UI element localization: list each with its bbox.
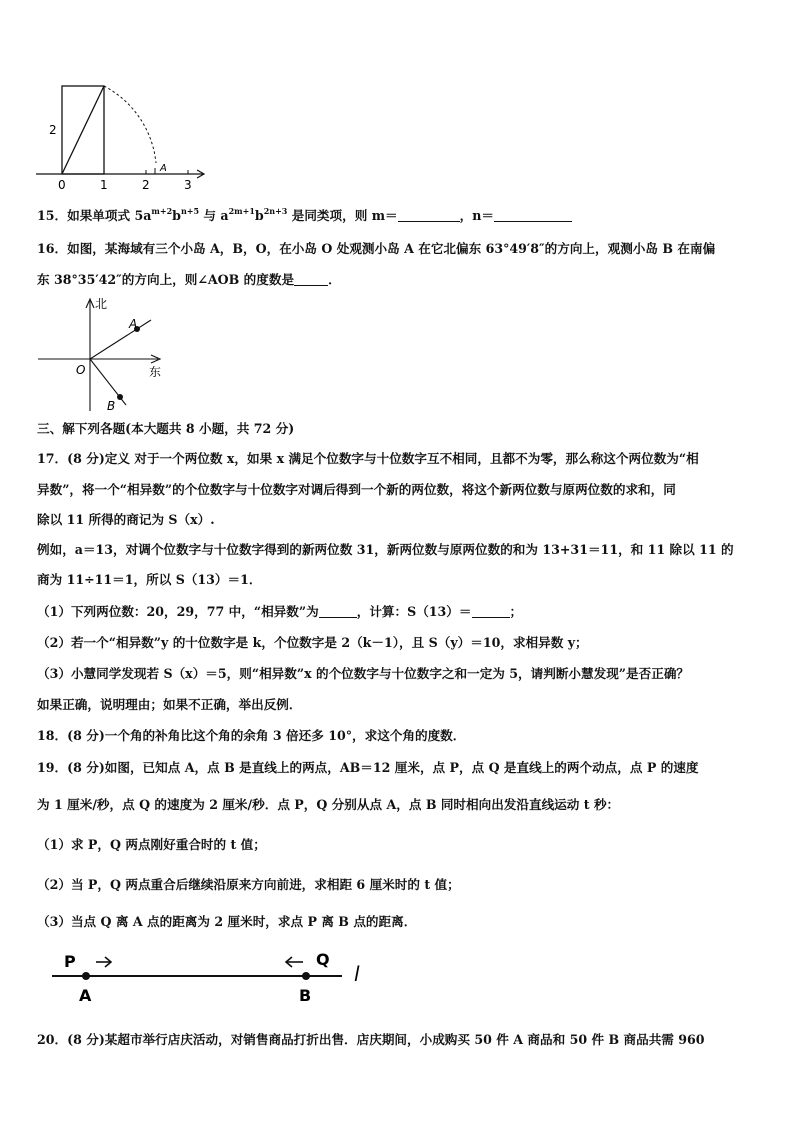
question-16-line-2: 东 38°35′42″的方向上，则∠AOB 的度数是 ． [37,272,341,287]
point-b-label: B [107,399,116,413]
question-17-part-3-line-1: （3）小慧同学发现若 S（x）＝5，则“相异数”x 的个位数字与十位数字之和一定为 5，请判断小慧发现”是否正确？ [37,666,690,681]
side-length-label: 2 [49,123,57,137]
question-19-part-1: （1）求 P，Q 两点刚好重合时的 t 值； [37,837,266,852]
question-19-part-3: （3）当点 Q 离 A 点的距离为 2 厘米时，求点 P 离 B 点的距离． [37,914,417,929]
question-20: 20．(8 分)某超市举行店庆活动，对销售商品打折出售．店庆期间，小成购买 50 件 A 商品和 50 件 B 商品共需 960 [37,1032,705,1047]
east-label: 东 [149,365,162,379]
question-18: 18．(8 分)一个角的补角比这个角的余角 3 倍还多 10°，求这个角的度数． [37,728,466,743]
answer-blank-angle[interactable] [294,273,328,286]
compass-figure [36,293,176,415]
question-15: 15．如果单项式 $5a^{m+2}b^{n+5}$ 与 $a^{2m+1}b^{2n+3}$ 是同类项，则 m＝ ，n＝ [37,207,572,225]
question-19-line-1: 19．(8 分)如图，已知点 A，点 B 是直线上的两点，AB＝12 厘米，点 P，点 Q 是直线上的两个动点，点 P 的速度 [37,760,699,775]
question-17-part-1: （1）下列两位数：20，29，77 中，“相异数”为 ，计算：S（13）＝ ； [37,604,523,619]
question-19-part-2: （2）当 P，Q 两点重合后继续沿原来方向前进，求相距 6 厘米时的 t 值； [37,877,460,892]
section-3-heading: 三、解下列各题(本大题共 8 小题，共 72 分) [37,421,295,436]
line-l-label: l [354,962,360,986]
point-b-label: B [299,986,312,1005]
point-q-label: Q [316,950,330,969]
question-17-example-line-2: 商为 11÷11＝1，所以 S（13）＝1． [37,572,262,587]
question-16-line-1: 16．如图，某海域有三个小岛 A，B，O，在小岛 O 处观测小岛 A 在它北偏东 63°49′8″的方向上，观测小岛 B 在南偏 [37,241,716,256]
tick-label-3: 3 [184,178,192,192]
answer-blank-17-1a[interactable] [319,605,357,618]
number-line-figure [36,78,211,193]
point-a-label: A [79,986,92,1005]
question-17-example-line-1: 例如，a＝13，对调个位数字与十位数字得到的新两位数 31，新两位数与原两位数的和为 13+31＝11，和 11 除以 11 的 [37,542,734,557]
question-17-line-1: 17．(8 分)定义 对于一个两位数 x，如果 x 满足个位数字与十位数字互不相同，且都不为零，那么称这个两位数为“相 [37,451,699,466]
point-a-label: A [129,317,138,331]
question-19-line-2: 为 1 厘米/秒，点 Q 的速度为 2 厘米/秒．点 P，Q 分别从点 A，点 B 同时相向出发沿直线运动 t 秒： [37,797,620,812]
question-17-part-2: （2）若一个“相异数”y 的十位数字是 k，个位数字是 2（k－1），且 S（y）＝10，求相异数 y； [37,635,588,650]
question-17-line-3: 除以 11 所得的商记为 S（x）. [37,512,215,527]
answer-blank-17-1b[interactable] [472,605,510,618]
question-17-line-2: 异数”，将一个“相异数”的个位数字与十位数字对调后得到一个新的两位数，将这个新两位数与原两位数的求和，同 [37,482,676,497]
answer-blank-m[interactable] [398,209,460,222]
answer-blank-n[interactable] [494,209,572,222]
north-label: 北 [95,297,108,311]
point-p-label: P [64,952,76,971]
tick-label-0: 0 [58,178,66,192]
moving-points-figure [46,945,386,1011]
tick-label-1: 1 [100,178,108,192]
tick-label-2: 2 [142,178,150,192]
question-17-part-3-line-2: 如果正确，说明理由；如果不正确，举出反例． [37,697,302,712]
point-a-label: A [160,163,167,174]
origin-label: O [76,363,86,377]
